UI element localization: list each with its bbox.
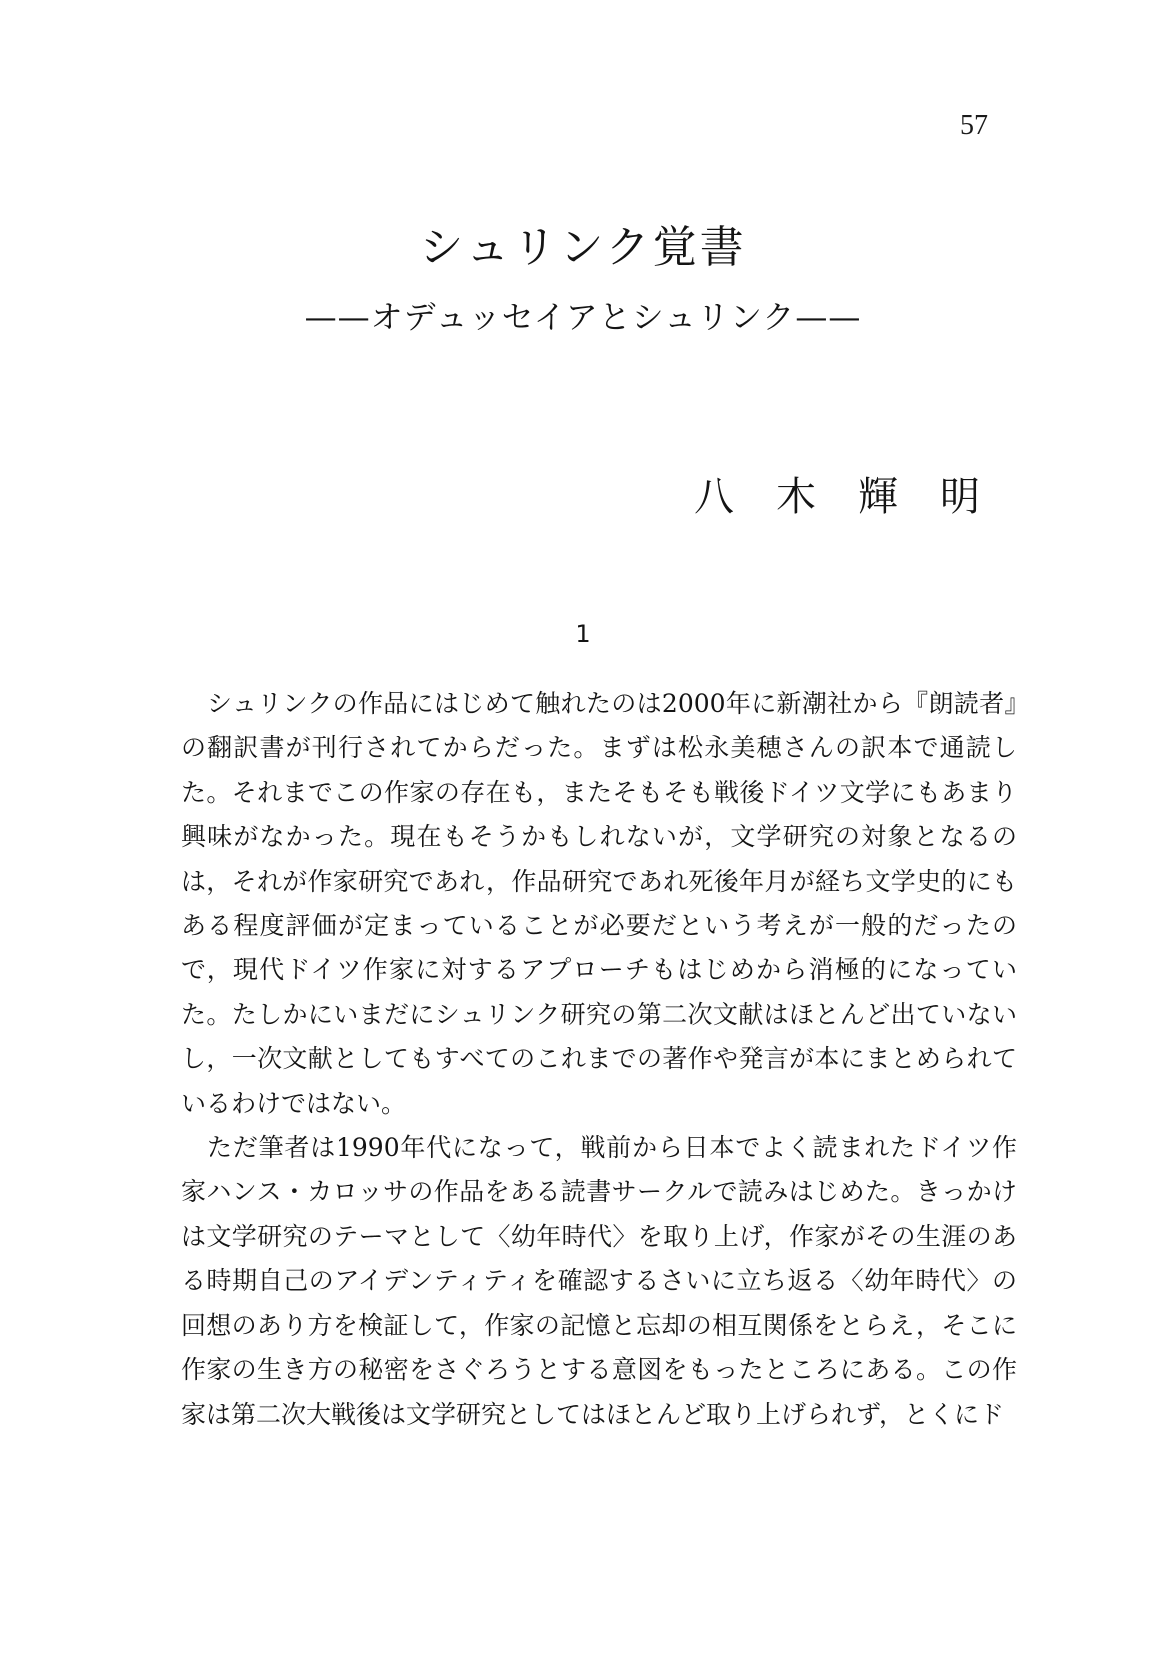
page-number: 57 xyxy=(960,110,988,141)
article-body xyxy=(181,682,1017,1437)
paragraph: ただ筆者は1990年代になって，戦前から日本でよく読まれたドイツ作家ハンス・カロッサの作品をある読書サークルで読みはじめた。きっかけは文学研究のテーマとして〈幼年時代〉を取り上げ，作家がその生涯のある時期自己のアイデンティティを確認するさいに立ち返る〈幼年時代〉の回想のあり方を検証して，作家の記憶と忘却の相互関係をとらえ，そこに作家の生き方の秘密をさぐろうとする意図をもったところにある。この作家は第二次大戦後は文学研究としてはほとんど取り上げられず，とくにド xyxy=(181,1133,1017,1429)
author-name: 八木輝明 xyxy=(694,474,1022,520)
section-heading: 1 xyxy=(575,620,591,648)
paragraph: シュリンクの作品にはじめて触れたのは2000年に新潮社から『朗読者』の翻訳書が刊行されてからだった。まずは松永美穂さんの訳本で通読した。それまでこの作家の存在も，またそもそも戦後ドイツ文学にもあまり興味がなかった。現在もそうかもしれないが，文学研究の対象となるのは，それが作家研究であれ，作品研究であれ死後年月が経ち文学史的にもある程度評価が定まっていることが必要だという考えが一般的だったので，現代ドイツ作家に対するアプローチもはじめから消極的になっていた。たしかにいまだにシュリンク研究の第二次文献はほとんど出ていないし，一次文献としてもすべてのこれまでの著作や発言が本にまとめられているわけではない。 xyxy=(181,689,1017,1118)
article-subtitle: ——オデュッセイアとシュリンク—— xyxy=(304,298,862,336)
article-title: シュリンク覚書 xyxy=(419,222,747,273)
